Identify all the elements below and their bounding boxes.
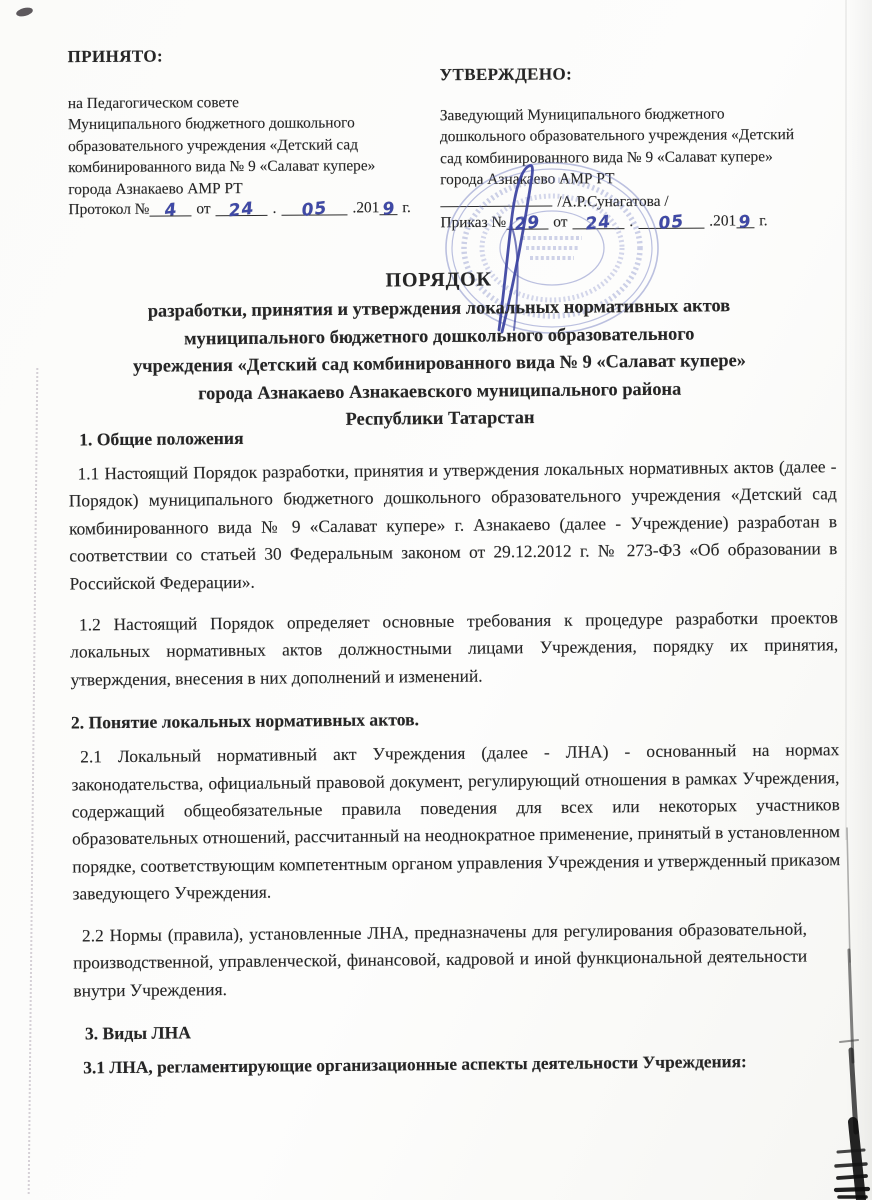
approved-line: города Азнакаево АМР РТ xyxy=(440,170,615,189)
title-line: муниципального бюджетного дошкольного образовательного xyxy=(183,323,695,348)
title-line: города Азнакаево Азнакаевского муниципального района xyxy=(198,378,682,403)
order-line xyxy=(440,211,836,235)
protocol-month-blank xyxy=(281,198,347,221)
section-heading: 3. Виды ЛНА xyxy=(84,1022,192,1044)
paragraph: 1.1 Настоящий Порядок разработки, принятия и утверждения локальных нормативных актов (далее - Порядок) муниципального бюджетного дошкольного образовательного учреждения «Детский сад комбинированного вида № 9 «Салават купере» г. Азнакаево (далее - Учреждение) разработан в соответствии со статьей 30 Федеральным законом от 29.12.2012 г. № 273-ФЗ «Об образовании в Российской Федерации». xyxy=(68,456,838,594)
protocol-from-label: от xyxy=(196,200,211,218)
order-year-prefix: .201 xyxy=(709,212,737,230)
accepted-line: города Азнакаево АМР РТ xyxy=(68,179,243,198)
protocol-year-suffix: г. xyxy=(402,199,411,217)
approved-line: сад комбинированного вида № 9 «Салават купере» xyxy=(440,147,773,168)
document-title xyxy=(39,262,841,436)
accepted-line: на Педагогическом совете xyxy=(67,94,239,113)
order-year-blank xyxy=(736,211,754,233)
protocol-separator: . xyxy=(272,199,277,217)
approved-title: УТВЕРЖДЕНО: xyxy=(439,64,573,85)
order-day-handwritten: 24 xyxy=(584,211,613,235)
order-month-handwritten: 05 xyxy=(657,211,686,234)
signature-line xyxy=(440,188,836,212)
section-heading: 2. Понятие локальных нормативных актов. xyxy=(70,709,420,733)
protocol-day-handwritten: 24 xyxy=(227,198,256,222)
order-label: Приказ № xyxy=(440,213,507,231)
protocol-label: Протокол № xyxy=(68,200,150,219)
order-month-blank xyxy=(638,211,704,234)
protocol-day-blank xyxy=(216,198,268,222)
title-line: Республики Татарстан xyxy=(345,407,535,429)
order-from-label: от xyxy=(553,213,568,231)
title-line: учреждения «Детский сад комбинированного вида № 9 «Салават купере» xyxy=(132,350,747,376)
protocol-number-blank xyxy=(149,199,191,222)
protocol-line xyxy=(68,198,430,222)
signatory-name: /А.Р.Сунагатова / xyxy=(557,192,669,211)
order-number-handwritten: 29 xyxy=(513,211,542,235)
protocol-number-handwritten: 4 xyxy=(163,199,179,222)
order-year-handwritten: 9 xyxy=(737,211,753,233)
signature-blank xyxy=(440,190,552,207)
approved-line: Заведующий Муниципального бюджетного xyxy=(439,105,725,125)
order-number-blank xyxy=(506,211,548,235)
protocol-year-blank xyxy=(379,198,397,220)
accepted-line: Муниципального бюджетного дошкольного xyxy=(67,114,355,134)
order-year-suffix: г. xyxy=(759,211,768,229)
protocol-year-prefix: .201 xyxy=(352,199,380,217)
approved-block xyxy=(439,63,836,235)
approved-line: дошкольного образовательного учреждения «Детский xyxy=(439,126,795,146)
accepted-line: комбинированного вида № 9 «Салават купере» xyxy=(68,157,376,177)
accepted-line: образовательного учреждения «Детский сад xyxy=(68,136,359,155)
protocol-month-handwritten: 05 xyxy=(300,198,329,221)
document-body xyxy=(68,420,842,1082)
accepted-title: ПРИНЯТО: xyxy=(67,46,164,67)
accepted-block xyxy=(67,45,430,222)
paragraph: 1.2 Настоящий Порядок определяет основные требования к процедуре разработки проектов локальных нормативных актов должностными лицами Учреждения, порядку их принятия, утверждения, внесения в них дополнений и изменений. xyxy=(70,607,839,690)
paragraph: 2.2 Нормы (правила), установленные ЛНА, предназначены для регулирования образовательной, производственной, управленческой, финансовой, кадровой и иной функциональной деятельности внутри Учреждения. xyxy=(73,918,808,1001)
paragraph: 3.1 ЛНА, регламентирующие организационные аспекты деятельности Учреждения: xyxy=(83,1050,747,1078)
scan-speck xyxy=(15,6,33,18)
binding-dots xyxy=(28,368,39,1194)
title-line: ПОРЯДОК xyxy=(385,268,492,292)
scan-edge-shade xyxy=(846,0,872,1200)
title-line: разработки, принятия и утверждения локальных нормативных актов xyxy=(147,295,731,321)
paragraph: 2.1 Локальный нормативный акт Учреждения (далее - ЛНА) - основанный на нормах законодательства, официальный правовой документ, регулирующий отношения в рамках Учреждения, содержащий общеобязательные правила поведения для всех или некоторых участников образовательных отношений, рассчитанный на неоднократное применение, принятый в установленном порядке, соответствующим компетентным органом управления Учреждения и утвержденный приказом заведующего Учреждения. xyxy=(71,739,841,904)
order-day-blank xyxy=(572,211,624,235)
order-separator: . xyxy=(629,212,634,230)
section-heading: 1. Общие положения xyxy=(79,427,244,450)
protocol-year-handwritten: 9 xyxy=(381,198,397,220)
